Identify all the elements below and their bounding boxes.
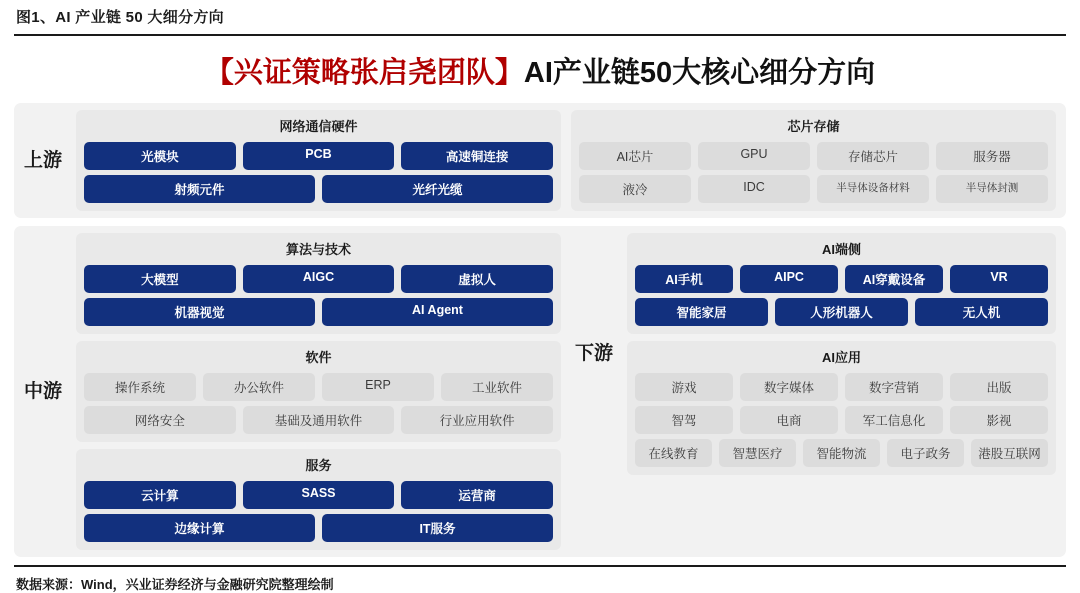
industry-chain-diagram	[14, 103, 1066, 557]
chip-e-government[interactable]: 电子政务	[887, 439, 964, 467]
midstream-column	[76, 233, 561, 550]
chip-row	[84, 481, 553, 509]
chip-row	[635, 406, 1048, 434]
chip-hk-internet[interactable]: 港股互联网	[971, 439, 1048, 467]
chip-row	[84, 175, 553, 203]
chip-aipc[interactable]: AIPC	[740, 265, 838, 293]
chip-liquid-cooling[interactable]: 液冷	[579, 175, 691, 203]
chip-smart-driving[interactable]: 智驾	[635, 406, 733, 434]
chip-row	[579, 175, 1048, 203]
chip-semiconductor-equipment-materials[interactable]: 半导体设备材料	[817, 175, 929, 203]
group-chip-storage	[571, 110, 1056, 211]
chip-high-speed-copper[interactable]: 高速铜连接	[401, 142, 553, 170]
tier-upstream-columns	[76, 110, 1056, 211]
tier-label-line-1: 下	[574, 343, 594, 365]
chip-operating-system[interactable]: 操作系统	[84, 373, 196, 401]
group-title-ai-devices: AI端侧	[821, 242, 861, 257]
chip-row	[635, 439, 1048, 467]
chip-smart-home[interactable]: 智能家居	[635, 298, 768, 326]
tier-label-line-2: 游	[594, 343, 614, 365]
chip-machine-vision[interactable]: 机器视觉	[84, 298, 315, 326]
chip-sass[interactable]: SASS	[243, 481, 395, 509]
downstream-wrapper	[571, 233, 1056, 550]
group-title-network-hardware: 网络通信硬件	[279, 119, 358, 134]
chip-pcb[interactable]: PCB	[243, 142, 395, 170]
tier-upstream	[14, 103, 1066, 218]
chip-gaming[interactable]: 游戏	[635, 373, 733, 401]
chip-row	[635, 298, 1048, 326]
tier-label-line-1: 中	[23, 380, 43, 402]
chip-telecom-operator[interactable]: 运营商	[401, 481, 553, 509]
chip-row	[84, 265, 553, 293]
group-ai-devices	[627, 233, 1056, 334]
chip-gpu[interactable]: GPU	[698, 142, 810, 170]
group-title-software: 软件	[305, 350, 332, 365]
chip-server[interactable]: 服务器	[936, 142, 1048, 170]
chip-industry-application-software[interactable]: 行业应用软件	[401, 406, 553, 434]
chip-ai-chip[interactable]: AI芯片	[579, 142, 691, 170]
group-title-algorithms-tech: 算法与技术	[285, 242, 351, 257]
chip-virtual-human[interactable]: 虚拟人	[401, 265, 553, 293]
group-title-services: 服务	[305, 458, 332, 473]
chip-publishing[interactable]: 出版	[950, 373, 1048, 401]
group-ai-applications	[627, 341, 1056, 475]
chart-title	[14, 36, 1066, 103]
chip-digital-media[interactable]: 数字媒体	[740, 373, 838, 401]
chip-edge-computing[interactable]: 边缘计算	[84, 514, 315, 542]
figure-caption: 图1、AI 产业链 50 大细分方向	[16, 9, 224, 26]
chip-row	[84, 406, 553, 434]
chip-cloud-computing[interactable]: 云计算	[84, 481, 236, 509]
chip-it-services[interactable]: IT服务	[322, 514, 553, 542]
tier-label-line-1: 上	[23, 149, 43, 171]
tier-midstream	[14, 226, 1066, 557]
chip-ai-phone[interactable]: AI手机	[635, 265, 733, 293]
tier-label-line-2: 游	[43, 149, 63, 171]
tier-midstream-columns	[76, 233, 1056, 550]
chip-aigc[interactable]: AIGC	[243, 265, 395, 293]
chip-film-tv[interactable]: 影视	[950, 406, 1048, 434]
title-main: AI产业链50大核心细分方向	[523, 57, 876, 89]
tier-label-downstream	[571, 233, 617, 475]
group-software	[76, 341, 561, 442]
title-team-prefix: 【兴证策略张启尧团队】	[204, 57, 524, 89]
group-title-ai-applications: AI应用	[821, 350, 861, 365]
tier-label-line-2: 游	[43, 380, 63, 402]
chip-digital-marketing[interactable]: 数字营销	[845, 373, 943, 401]
chip-row	[579, 142, 1048, 170]
chip-fiber-cable[interactable]: 光纤光缆	[322, 175, 553, 203]
chip-ai-wearables[interactable]: AI穿戴设备	[845, 265, 943, 293]
group-algorithms-tech	[76, 233, 561, 334]
chip-drone[interactable]: 无人机	[915, 298, 1048, 326]
chip-office-software[interactable]: 办公软件	[203, 373, 315, 401]
chip-rf-components[interactable]: 射频元件	[84, 175, 315, 203]
chip-ecommerce[interactable]: 电商	[740, 406, 838, 434]
chip-erp[interactable]: ERP	[322, 373, 434, 401]
source-note: 数据来源：Wind，兴业证券经济与金融研究院整理绘制	[16, 577, 334, 592]
chip-military-informatization[interactable]: 军工信息化	[845, 406, 943, 434]
chip-idc[interactable]: IDC	[698, 175, 810, 203]
tier-downstream-columns	[627, 233, 1056, 475]
chip-vr[interactable]: VR	[950, 265, 1048, 293]
chip-online-education[interactable]: 在线教育	[635, 439, 712, 467]
tier-downstream	[571, 233, 1056, 475]
tier-label-upstream	[20, 110, 66, 211]
chip-memory-chip[interactable]: 存储芯片	[817, 142, 929, 170]
chip-row	[84, 298, 553, 326]
chip-smart-healthcare[interactable]: 智慧医疗	[719, 439, 796, 467]
chip-humanoid-robot[interactable]: 人形机器人	[775, 298, 908, 326]
group-network-hardware	[76, 110, 561, 211]
chip-ai-agent[interactable]: AI Agent	[322, 298, 553, 326]
chip-network-security[interactable]: 网络安全	[84, 406, 236, 434]
chip-semiconductor-packaging-testing[interactable]: 半导体封测	[936, 175, 1048, 203]
chip-large-model[interactable]: 大模型	[84, 265, 236, 293]
chip-optical-module[interactable]: 光模块	[84, 142, 236, 170]
chip-row	[635, 265, 1048, 293]
chip-smart-logistics[interactable]: 智能物流	[803, 439, 880, 467]
chip-row	[84, 514, 553, 542]
group-title-chip-storage: 芯片存储	[787, 119, 840, 134]
chip-basic-general-software[interactable]: 基础及通用软件	[243, 406, 395, 434]
chip-industrial-software[interactable]: 工业软件	[441, 373, 553, 401]
chip-row	[84, 142, 553, 170]
tier-label-midstream	[20, 233, 66, 550]
chip-row	[635, 373, 1048, 401]
chip-row	[84, 373, 553, 401]
group-services	[76, 449, 561, 550]
